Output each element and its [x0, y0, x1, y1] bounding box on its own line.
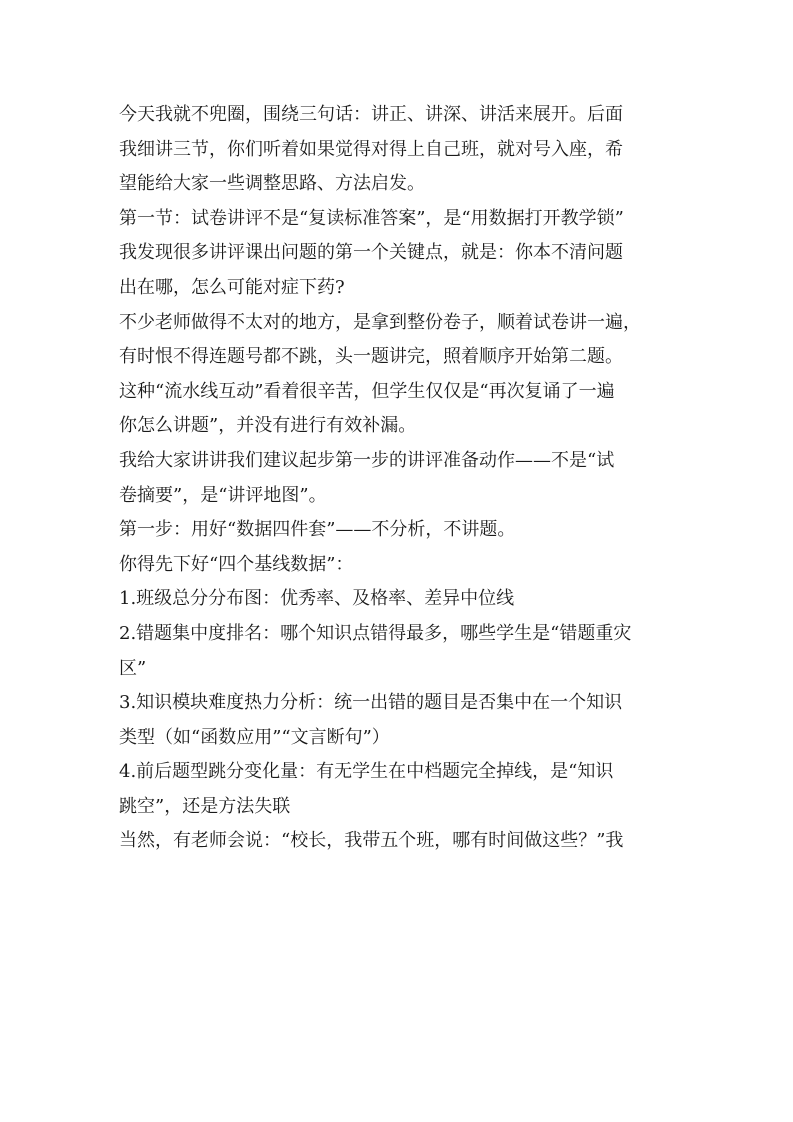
text-line: 不少老师做得不太对的地方，是拿到整份卷子，顺着试卷讲一遍，: [119, 311, 641, 333]
list-item: 2.错题集中度排名：哪个知识点错得最多，哪些学生是“错题重灾: [119, 622, 632, 644]
document-body: [119, 98, 674, 859]
list-item: 1.班级总分分布图：优秀率、及格率、差异中位线: [119, 588, 515, 610]
text-line: 有时恨不得连题号都不跳，头一题讲完，照着顺序开始第二题。: [119, 346, 623, 368]
text-line: 你得先下好“四个基线数据”：: [119, 553, 354, 575]
list-item-continuation: 跳空”，还是方法失联: [119, 795, 291, 817]
list-item: 3.知识模块难度热力分析：统一出错的题目是否集中在一个知识: [119, 692, 623, 714]
text-line: 你怎么讲题”，并没有进行有效补漏。: [119, 415, 417, 437]
text-line: 这种“流水线互动”看着很辛苦，但学生仅仅是“再次复诵了一遍: [119, 380, 615, 402]
text-line: 今天我就不兜圈，围绕三句话：讲正、讲深、讲活来展开。后面: [119, 104, 623, 125]
text-line: 卷摘要”，是“讲评地图”。: [119, 484, 327, 506]
text-line: 当然，有老师会说：“校长，我带五个班，哪有时间做这些？”我: [119, 830, 624, 852]
list-item-continuation: 区”: [119, 657, 147, 679]
text-line: 我细讲三节，你们听着如果觉得对得上自己班，就对号入座，希: [119, 138, 623, 160]
list-item: 4.前后题型跳分变化量：有无学生在中档题完全掉线，是“知识: [119, 761, 614, 783]
step-heading: 第一步：用好“数据四件套”——不分析，不讲题。: [119, 519, 516, 541]
text-line: 望能给大家一些调整思路、方法启发。: [119, 173, 425, 195]
text-line: 我给大家讲讲我们建议起步第一步的讲评准备动作——不是“试: [119, 449, 615, 471]
section-heading: 第一节：试卷讲评不是“复读标准答案”，是“用数据打开教学锁”: [119, 207, 624, 229]
text-line: 出在哪，怎么可能对症下药?: [119, 276, 345, 298]
text-line: 我发现很多讲评课出问题的第一个关键点，就是：你本不清问题: [119, 242, 623, 264]
list-item-continuation: 类型（如“函数应用”“文言断句”）: [119, 726, 390, 748]
